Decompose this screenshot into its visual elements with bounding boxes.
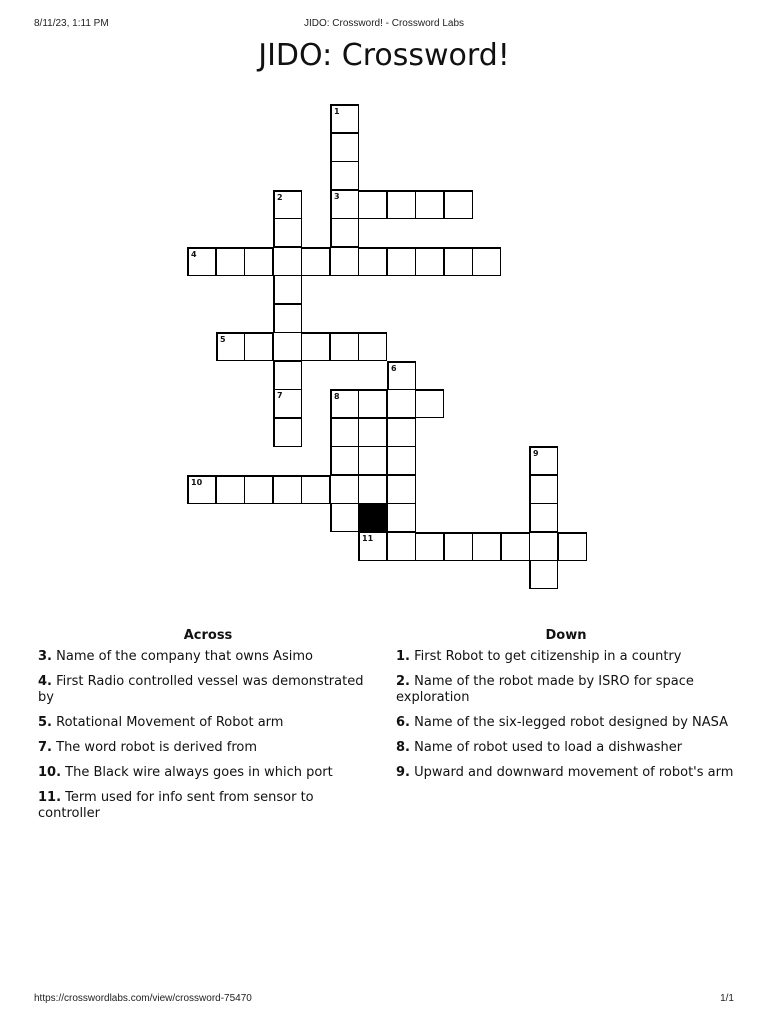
cell-number: 5	[220, 335, 226, 344]
crossword-cell[interactable]	[387, 190, 416, 219]
crossword-cell[interactable]	[330, 418, 359, 447]
down-clue	[396, 740, 736, 756]
clue-text: The Black wire always goes in which port	[65, 765, 333, 780]
down-clue	[396, 765, 736, 781]
crossword-cell[interactable]	[358, 389, 387, 418]
crossword-cell[interactable]	[273, 304, 302, 333]
crossword-cell[interactable]	[387, 389, 416, 418]
crossword-cell[interactable]	[415, 190, 444, 219]
crossword-cell[interactable]	[273, 361, 302, 390]
clue-text: Upward and downward movement of robot's arm	[414, 765, 734, 780]
crossword-cell[interactable]	[244, 475, 273, 504]
crossword-cell[interactable]	[244, 247, 273, 276]
crossword-cell[interactable]	[273, 418, 302, 447]
crossword-cell[interactable]	[273, 475, 302, 504]
crossword-cell[interactable]	[444, 190, 473, 219]
crossword-cell[interactable]	[216, 332, 245, 361]
cell-number: 3	[334, 192, 340, 201]
cell-number: 9	[533, 449, 539, 458]
crossword-cell[interactable]	[330, 133, 359, 162]
clue-number: 4.	[38, 674, 52, 689]
clue-number: 6.	[396, 715, 410, 730]
clue-text: Name of the robot made by ISRO for space exploration	[396, 674, 694, 705]
crossword-cell[interactable]	[273, 190, 302, 219]
crossword-cell[interactable]	[529, 532, 558, 561]
page-title: JIDO: Crossword!	[258, 38, 510, 73]
crossword-cell[interactable]	[387, 247, 416, 276]
clue-text: First Robot to get citizenship in a country	[414, 649, 682, 664]
crossword-cell[interactable]	[273, 247, 302, 276]
print-footer	[34, 993, 734, 1007]
crossword-cell[interactable]	[273, 332, 302, 361]
crossword-cell[interactable]	[358, 247, 387, 276]
across-clue	[38, 740, 378, 756]
clue-text: Name of robot used to load a dishwasher	[414, 740, 683, 755]
down-clue-list	[396, 649, 736, 781]
clue-text: Term used for info sent from sensor to controller	[38, 790, 314, 821]
cell-number: 7	[277, 391, 283, 400]
crossword-cell[interactable]	[301, 475, 330, 504]
print-date: 8/11/23, 1:11 PM	[34, 18, 109, 29]
clue-number: 5.	[38, 715, 52, 730]
clue-number: 1.	[396, 649, 410, 664]
crossword-cell[interactable]	[529, 475, 558, 504]
crossword-cell[interactable]	[472, 247, 501, 276]
cell-number: 1	[334, 107, 340, 116]
crossword-cell[interactable]	[529, 560, 558, 589]
crossword-cell[interactable]	[330, 218, 359, 247]
crossword-cell[interactable]	[330, 503, 359, 532]
clue-number: 10.	[38, 765, 62, 780]
across-clue-list	[38, 649, 378, 822]
clue-text: Name of the six-legged robot designed by NASA	[414, 715, 729, 730]
crossword-cell[interactable]	[187, 475, 216, 504]
crossword-cell[interactable]	[273, 218, 302, 247]
crossword-cell[interactable]	[358, 332, 387, 361]
crossword-cell[interactable]	[415, 532, 444, 561]
crossword-cell[interactable]	[558, 532, 587, 561]
crossword-cell[interactable]	[273, 275, 302, 304]
across-clue	[38, 765, 378, 781]
across-clue	[38, 715, 378, 731]
crossword-cell[interactable]	[244, 332, 273, 361]
crossword-cell[interactable]	[387, 475, 416, 504]
clue-text: The word robot is derived from	[56, 740, 258, 755]
crossword-cell[interactable]	[529, 503, 558, 532]
down-clues	[396, 628, 736, 790]
crossword-cell[interactable]	[330, 104, 359, 133]
crossword-cell[interactable]	[358, 475, 387, 504]
crossword-cell[interactable]	[216, 475, 245, 504]
crossword-cell[interactable]	[387, 446, 416, 475]
crossword-cell[interactable]	[216, 247, 245, 276]
crossword-cell[interactable]	[273, 389, 302, 418]
down-heading: Down	[545, 628, 587, 643]
crossword-cell[interactable]	[330, 190, 359, 219]
cell-number: 2	[277, 193, 283, 202]
crossword-cell[interactable]	[330, 446, 359, 475]
cell-number: 6	[391, 364, 397, 373]
clue-number: 11.	[38, 790, 62, 805]
crossword-cell[interactable]	[501, 532, 530, 561]
crossword-cell[interactable]	[415, 247, 444, 276]
crossword-cell[interactable]	[330, 389, 359, 418]
crossword-cell[interactable]	[301, 332, 330, 361]
crossword-cell[interactable]	[387, 532, 416, 561]
crossword-cell[interactable]	[444, 247, 473, 276]
crossword-cell[interactable]	[444, 532, 473, 561]
print-page-title: JIDO: Crossword! - Crossword Labs	[303, 18, 465, 29]
clue-text: Rotational Movement of Robot arm	[56, 715, 284, 730]
cell-number: 11	[362, 534, 374, 543]
crossword-cell[interactable]	[187, 247, 216, 276]
crossword-cell[interactable]	[301, 247, 330, 276]
clue-number: 2.	[396, 674, 410, 689]
crossword-cell[interactable]	[358, 532, 387, 561]
cell-number: 8	[334, 392, 340, 401]
crossword-block-cell	[358, 503, 387, 532]
across-clues	[38, 628, 378, 831]
crossword-cell[interactable]	[330, 161, 359, 190]
cell-number: 10	[191, 478, 203, 487]
clue-number: 3.	[38, 649, 52, 664]
clue-number: 7.	[38, 740, 52, 755]
clue-number: 9.	[396, 765, 410, 780]
crossword-cell[interactable]	[358, 418, 387, 447]
across-clue	[38, 674, 378, 706]
cell-number: 4	[191, 250, 197, 259]
crossword-cell[interactable]	[387, 418, 416, 447]
crossword-cell[interactable]	[415, 389, 444, 418]
clue-text: First Radio controlled vessel was demonstrated by	[38, 674, 364, 705]
crossword-cell[interactable]	[330, 247, 359, 276]
crossword-cell[interactable]	[387, 503, 416, 532]
down-clue	[396, 674, 736, 706]
across-heading: Across	[183, 628, 233, 643]
down-clue	[396, 715, 736, 731]
crossword-cell[interactable]	[358, 446, 387, 475]
print-page-number: 1/1	[720, 993, 734, 1004]
crossword-cell[interactable]	[330, 332, 359, 361]
print-url: https://crosswordlabs.com/view/crossword-75470	[34, 993, 252, 1004]
across-clue	[38, 649, 378, 665]
crossword-cell[interactable]	[387, 361, 416, 390]
crossword-cell[interactable]	[529, 446, 558, 475]
clue-text: Name of the company that owns Asimo	[56, 649, 313, 664]
crossword-cell[interactable]	[358, 190, 387, 219]
across-clue	[38, 790, 378, 822]
down-clue	[396, 649, 736, 665]
clue-number: 8.	[396, 740, 410, 755]
crossword-cell[interactable]	[330, 475, 359, 504]
crossword-cell[interactable]	[472, 532, 501, 561]
